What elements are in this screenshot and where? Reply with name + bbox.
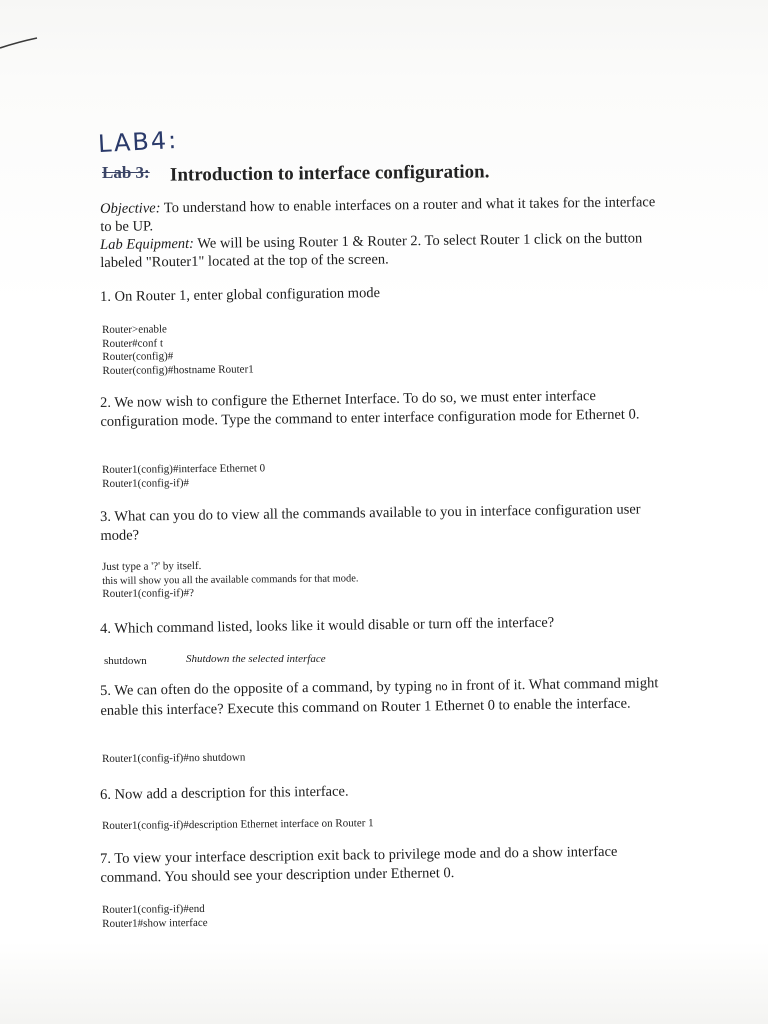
pen-stroke-mark <box>0 30 60 60</box>
step-5-question <box>100 674 665 721</box>
step-2-code <box>102 462 265 491</box>
code-line: Router1(config-if)# <box>102 476 190 490</box>
code-line: Router1(config-if)#description Ethernet interface on Router 1 <box>102 817 374 832</box>
code-line: Router(config)# <box>102 350 174 363</box>
step-5-question-part1: 5. We can often do the opposite of a command, by typing <box>100 678 432 699</box>
step-6-question: 6. Now add a description for this interface. <box>100 783 349 803</box>
code-line: this will show you all the available commands for that mode. <box>102 572 359 587</box>
struck-lab-label: Lab 3: <box>102 163 150 182</box>
step-7-code <box>102 903 208 931</box>
shutdown-command: shutdown <box>104 655 147 667</box>
step-5-question-part2: in front of it. What command might enable this interface? Execute this command on Router 1 Ethernet 0 to enable the interface. <box>100 675 659 719</box>
code-line: Router1(config-if)#? <box>102 587 195 600</box>
step-2-question: 2. We now wish to configure the Ethernet Interface. To do so, we must enter interface configuration mode. Type the command to enter interface configuration mode for Ethernet 0. <box>100 388 640 430</box>
step-5-no-keyword: no <box>435 681 448 694</box>
step-3-question: 3. What can you do to view all the commands available to you in interface configuration user mode? <box>100 501 641 544</box>
step-6-code <box>102 817 374 833</box>
step-1-question: 1. On Router 1, enter global configuration mode <box>100 285 381 305</box>
code-line: Router1(config)#interface Ethernet 0 <box>102 462 266 476</box>
code-line: Router(config)#hostname Router1 <box>102 362 254 377</box>
code-line: Router#conf t <box>102 336 164 350</box>
equipment-text: We will be using Router 1 & Router 2. To select Router 1 click on the button labeled "Router1" located at the top of the screen. <box>100 230 643 271</box>
step-4-question: 4. Which command listed, looks like it would disable or turn off the interface? <box>100 614 555 637</box>
equipment-label: Lab Equipment: <box>100 235 195 253</box>
code-line: Router>enable <box>102 323 167 336</box>
page-title: Introduction to interface configuration. <box>169 161 490 186</box>
step-3-code <box>102 558 359 601</box>
code-line: Just type a '?' by itself. <box>102 559 202 573</box>
objective-text: To understand how to enable interfaces on a router and what it takes for the interface to be UP. <box>100 194 656 235</box>
code-line: Router1(config-if)#end <box>102 902 205 916</box>
step-7-question: 7. To view your interface description exit back to privilege mode and do a show interface command. You should see your description under Ethernet 0. <box>100 843 618 886</box>
shutdown-description: Shutdown the selected interface <box>186 653 326 665</box>
step-5-code <box>102 751 245 766</box>
objective-label: Objective: <box>100 200 161 217</box>
equipment-paragraph <box>100 229 670 272</box>
handwritten-lab-number: LAB4: <box>97 125 179 159</box>
code-line: Router1#show interface <box>102 916 208 930</box>
step-1-code <box>102 322 254 378</box>
code-line: Router1(config-if)#no shutdown <box>102 751 246 765</box>
